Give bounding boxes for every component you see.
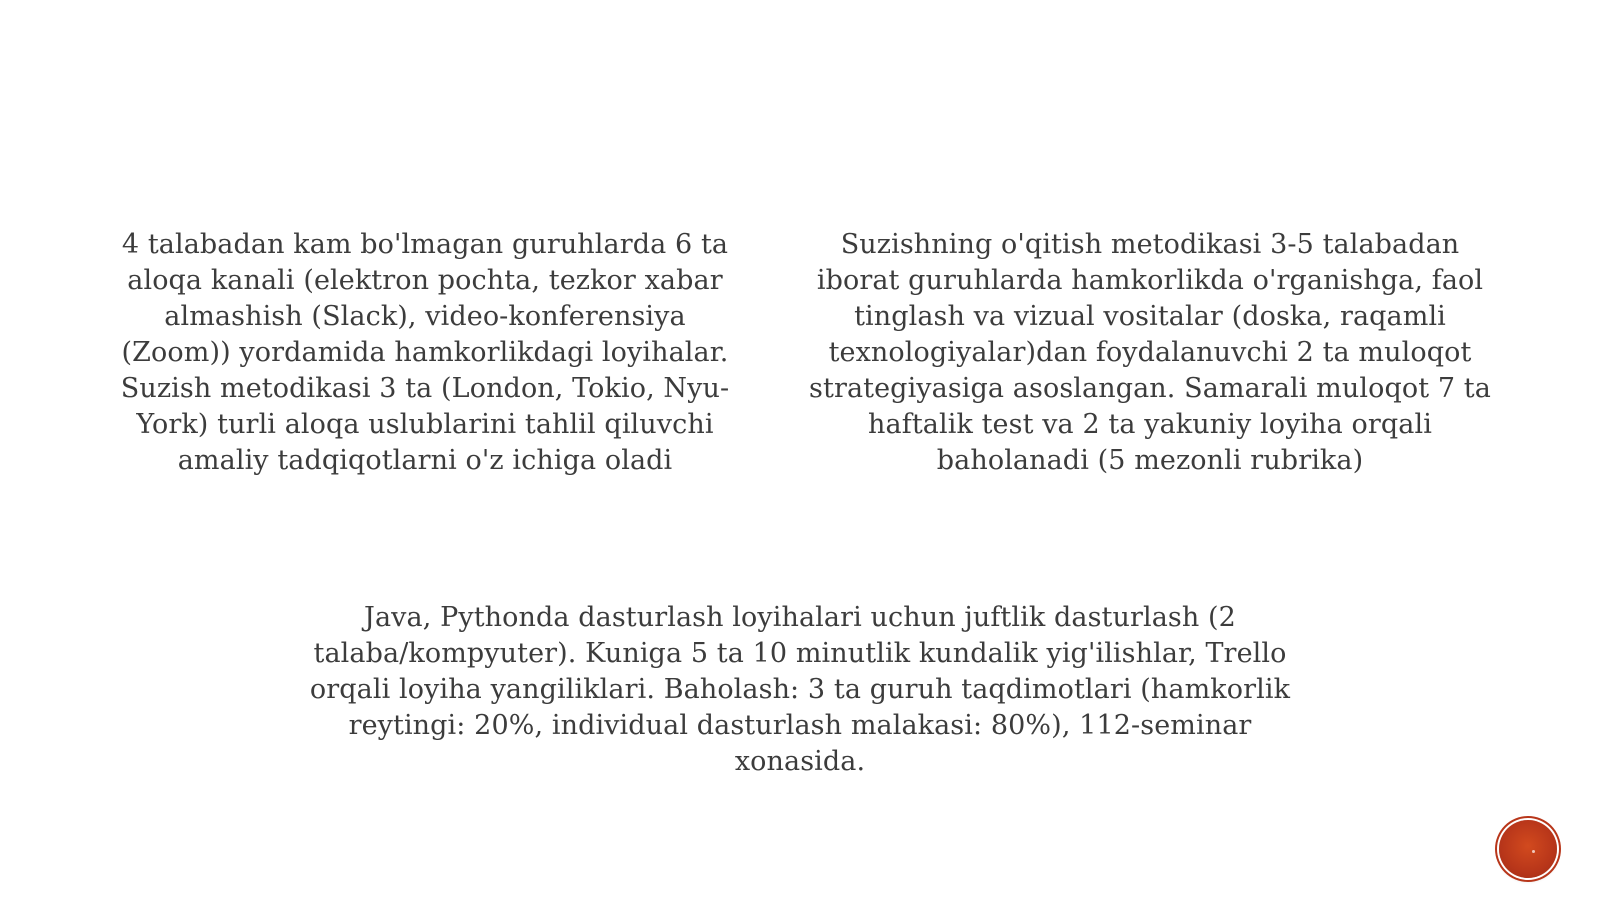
circle-nav-icon [1532, 850, 1535, 853]
paragraph-bottom: Java, Pythonda dasturlash loyihalari uchun juftlik dasturlash (2 talaba/kompyuter). Kuniga 5 ta 10 minutlik kundalik yig'ilishlar, Trello orqali loyiha yangiliklari. Baholash: 3 ta guruh taqdimotlari (hamkorlik reytingi: 20%, individual dasturlash malakasi: 80%), 112-seminar xonasida. [309, 602, 1291, 777]
slide-nav-button[interactable] [1499, 820, 1557, 878]
paragraph-right: Suzishning o'qitish metodikasi 3-5 talabadan iborat guruhlarda hamkorlikda o'rganishga, faol tinglash va vizual vositalar (doska, raqamli texnologiyalar)dan foydalanuvchi 2 ta muloqot strategiyasiga asoslangan. Samarali muloqot 7 ta haftalik test va 2 ta yakuniy loyiha orqali baholanadi (5 mezonli rubrika) [809, 229, 1491, 476]
paragraph-left: 4 talabadan kam bo'lmagan guruhlarda 6 ta aloqa kanali (elektron pochta, tezkor xabar almashish (Slack), video-konferensiya (Zoom)) yordamida hamkorlikdagi loyihalar. Suzish metodikasi 3 ta (London, Tokio, Nyu- York) turli aloqa uslublarini tahlil qiluvchi amaliy tadqiqotlarni o'z ichiga oladi [120, 229, 730, 476]
